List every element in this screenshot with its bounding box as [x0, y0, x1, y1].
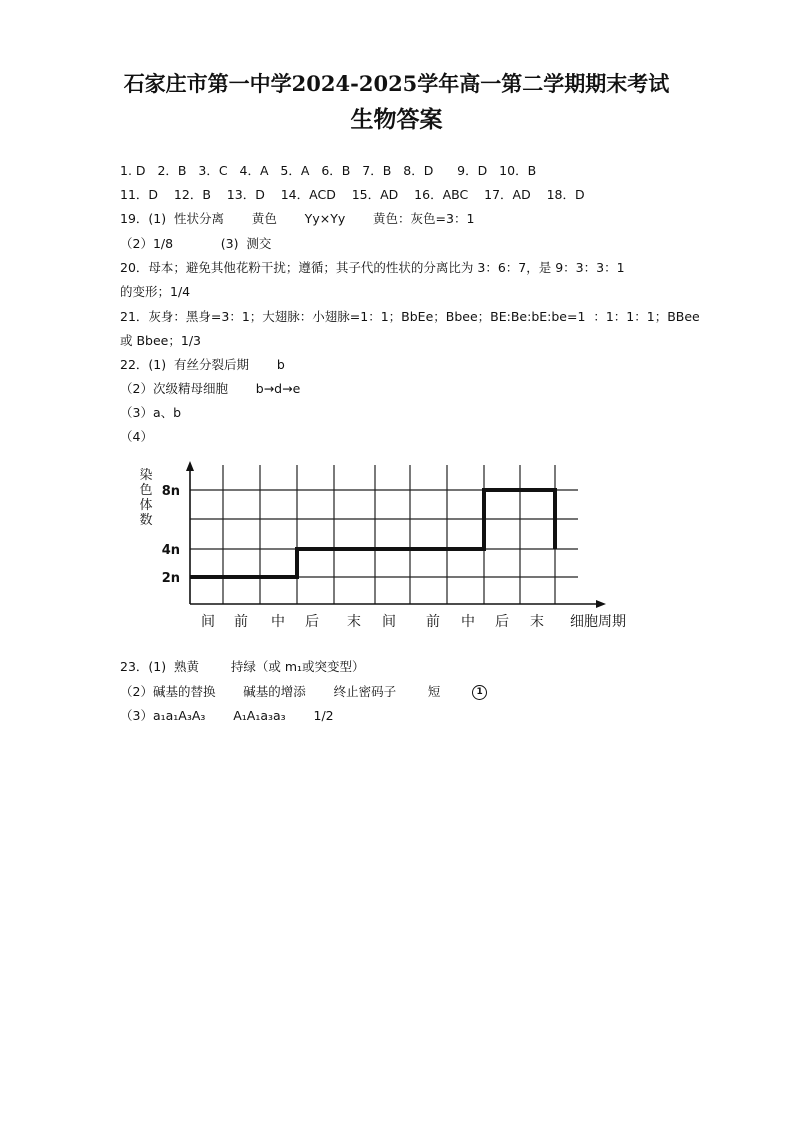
q23-line-1: 23．(1) 熟黄 持绿（或 m₁或突变型）: [120, 659, 365, 674]
answer-line-2: 11．D 12．B 13．D 14．ACD 15．AD 16．ABC 17．AD 18．D: [120, 187, 585, 202]
q21-line-1: 21．灰身：黑身=3：1；大翅脉：小翅脉=1：1；BbEe；Bbee；BE:Be:bE:be=1 ：1：1：1；BBee: [120, 309, 700, 324]
x-tick-label: 间: [201, 614, 215, 630]
q22-line-4: （4）: [120, 429, 153, 444]
chart-axes: [186, 461, 606, 608]
x-tick-label: 后: [495, 614, 509, 630]
y-tick-label: 2n: [161, 571, 180, 586]
x-tick-label: 间: [382, 614, 396, 630]
x-axis-arrow: [596, 600, 606, 608]
chromosome-step-line: [190, 490, 555, 577]
chart-grid: [190, 465, 578, 604]
chart-step-line: [190, 490, 555, 577]
page-title: 石家庄市第一中学2024-2025学年高一第二学期期末考试: [123, 71, 670, 96]
x-tick-label: 末: [530, 614, 544, 630]
q23-line-2-text: （2）碱基的替换 碱基的增添 终止密码子 短: [120, 684, 441, 699]
y-axis-label-char: 数: [139, 513, 153, 528]
answer-line-1: 1. D 2．B 3．C 4．A 5．A 6．B 7．B 8．D 9．D 10．B: [120, 163, 537, 178]
x-tick-label: 前: [426, 614, 440, 630]
x-tick-label: 前: [234, 614, 248, 630]
y-axis-label-char: 色: [139, 483, 153, 498]
q19-line-2: （2）1/8 (3) 测交: [120, 236, 272, 251]
page-subtitle: 生物答案: [350, 106, 443, 133]
y-axis-label-char: 体: [139, 498, 153, 513]
y-axis-arrow: [186, 461, 194, 471]
chromosome-chart: [120, 455, 650, 645]
circled-number: 1: [472, 685, 487, 700]
q23-line-3: （3）a₁a₁A₃A₃ A₁A₁a₃a₃ 1/2: [120, 708, 334, 723]
q19-line-1: 19．(1) 性状分离 黄色 Yy×Yy 黄色：灰色=3：1: [120, 211, 475, 226]
y-tick-label: 4n: [161, 543, 180, 558]
q23-line-2: [120, 682, 487, 700]
q21-line-2: 或 Bbee；1/3: [120, 333, 201, 348]
q22-line-1: 22．(1) 有丝分裂后期 b: [120, 357, 285, 372]
q22-line-3: （3）a、b: [120, 405, 182, 420]
y-axis-label-char: 染: [139, 468, 153, 483]
y-tick-label: 8n: [161, 484, 180, 499]
q20-line-2: 的变形；1/4: [120, 284, 191, 299]
x-axis-label: 细胞周期: [570, 614, 626, 630]
x-tick-label: 后: [305, 614, 319, 630]
x-tick-label: 中: [271, 614, 285, 630]
q20-line-1: 20．母本；避免其他花粉干扰；遵循；其子代的性状的分离比为 3：6：7，是 9：3：3：1: [120, 260, 625, 275]
x-tick-label: 末: [347, 614, 361, 630]
x-tick-label: 中: [461, 614, 475, 630]
q22-line-2: （2）次级精母细胞 b→d→e: [120, 381, 301, 396]
